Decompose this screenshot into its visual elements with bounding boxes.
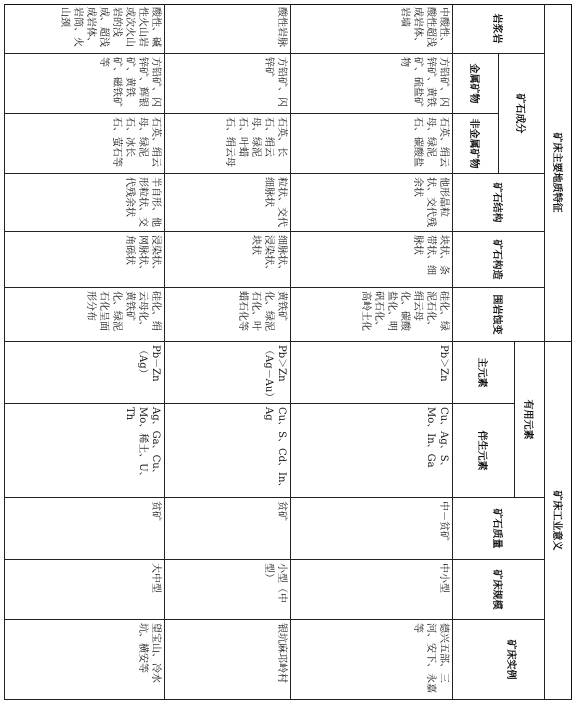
header-metallic: 金属矿物 (452, 54, 498, 114)
header-host-rock: 岩浆岩 (452, 4, 544, 54)
header-main-element: 主元素 (452, 342, 514, 404)
table-row-3-metallic: 方铅矿、闪锌矿、辉银矿、黄铁矿、磁铁矿等 (4, 54, 164, 114)
table-row-2-examples: 银坑麻邛岭村 (164, 620, 290, 700)
table-row-3-host-rock: 酸性、碱性火山岩或次火山岩的浅成、超浅成岩体、岩筒、火山颈 (4, 4, 164, 54)
table-row-2-scale: 小型（中型） (164, 560, 290, 620)
table-row-3-alteration: 硅化、绢云母化、黄铁矿化、绿泥石化呈面形分布 (4, 288, 164, 342)
table-row-1-assoc-element: Cu、Ag、S、Mo、In、Ga (290, 404, 452, 498)
header-useful-elements: 有用元素 (514, 342, 544, 498)
table-row-1-structure: 块状、条带状、细脉状 (290, 232, 452, 288)
table-row-2-host-rock: 酸性岩脉 (164, 4, 290, 54)
header-examples: 矿床实例 (452, 620, 572, 700)
header-scale: 矿床规模 (452, 560, 544, 620)
table-row-3-texture: 半自形、他形粒状、交代残余状 (4, 174, 164, 232)
header-group-geology: 矿床主要地质特征 (544, 4, 572, 342)
table-row-3-main-element: Pb－Zn（Ag） (4, 342, 164, 404)
table-row-2-assoc-element: Cu、S、Cd、In、Ag (164, 404, 290, 498)
table-row-3-examples: 望宝山、冷水坑、横安等 (4, 620, 164, 700)
table-row-2-nonmetallic: 石英、长石、绢云母、绿泥石、叶蜡石、绢云母 (164, 114, 290, 174)
header-group-industrial: 矿床工业意义 (544, 342, 572, 700)
table-row-2-structure: 细脉状、浸染状、块状 (164, 232, 290, 288)
table-row-1-texture: 他形晶粒状、交代残余状 (290, 174, 452, 232)
table-row-1-host-rock: 中酸性、酸性超浅成岩体、岩墙 (290, 4, 452, 54)
table-row-2-main-element: Pb＞Zn（Ag－Au） (164, 342, 290, 404)
table-row-2-quality: 贫矿 (164, 498, 290, 560)
table-row-1-main-element: Pb＞Zn (290, 342, 452, 404)
table-row-3-structure: 浸染状、网脉状、角砾状 (4, 232, 164, 288)
table-row-1-metallic: 方铅矿、闪锌矿、黄铁矿、硫盐矿物 (290, 54, 452, 114)
table-row-3-assoc-element: Ag、Ga、Cu、Mo、稀土、U、Th (4, 404, 164, 498)
table-row-3-scale: 大中型 (4, 560, 164, 620)
table-row-3-nonmetallic: 石英、绢云母、绿泥石、冰长石、萤石等 (4, 114, 164, 174)
table-row-2-alteration: 黄铁矿化、绿泥石化、叶蜡石化等 (164, 288, 290, 342)
table-row-1-nonmetallic: 石英、绢云母、绿泥石、碳酸盐 (290, 114, 452, 174)
table-row-2-metallic: 方铅矿、闪锌矿 (164, 54, 290, 114)
table-row-1-quality: 中－贫矿 (290, 498, 452, 560)
header-assoc-element: 伴生元素 (452, 404, 514, 498)
header-quality: 矿石质量 (452, 498, 544, 560)
table-row-2-texture: 粒状、交代细脉状 (164, 174, 290, 232)
table-row-3-quality: 贫矿 (4, 498, 164, 560)
table-row-1-alteration: 硅化、绿泥石化、绢云母化、碳酸盐化、明矾石化、高岭土化 (290, 288, 452, 342)
table-row-1-examples: 德兴五部、三河、安下、永嘉等 (290, 620, 452, 700)
header-texture: 矿石结构 (452, 174, 544, 232)
header-ore-composition: 矿石成分 (498, 54, 544, 174)
header-nonmetallic: 非金属矿物 (452, 114, 498, 174)
table-row-1-scale: 中小型 (290, 560, 452, 620)
header-structure: 矿石构造 (452, 232, 544, 288)
header-alteration: 围岩蚀变 (452, 288, 544, 342)
